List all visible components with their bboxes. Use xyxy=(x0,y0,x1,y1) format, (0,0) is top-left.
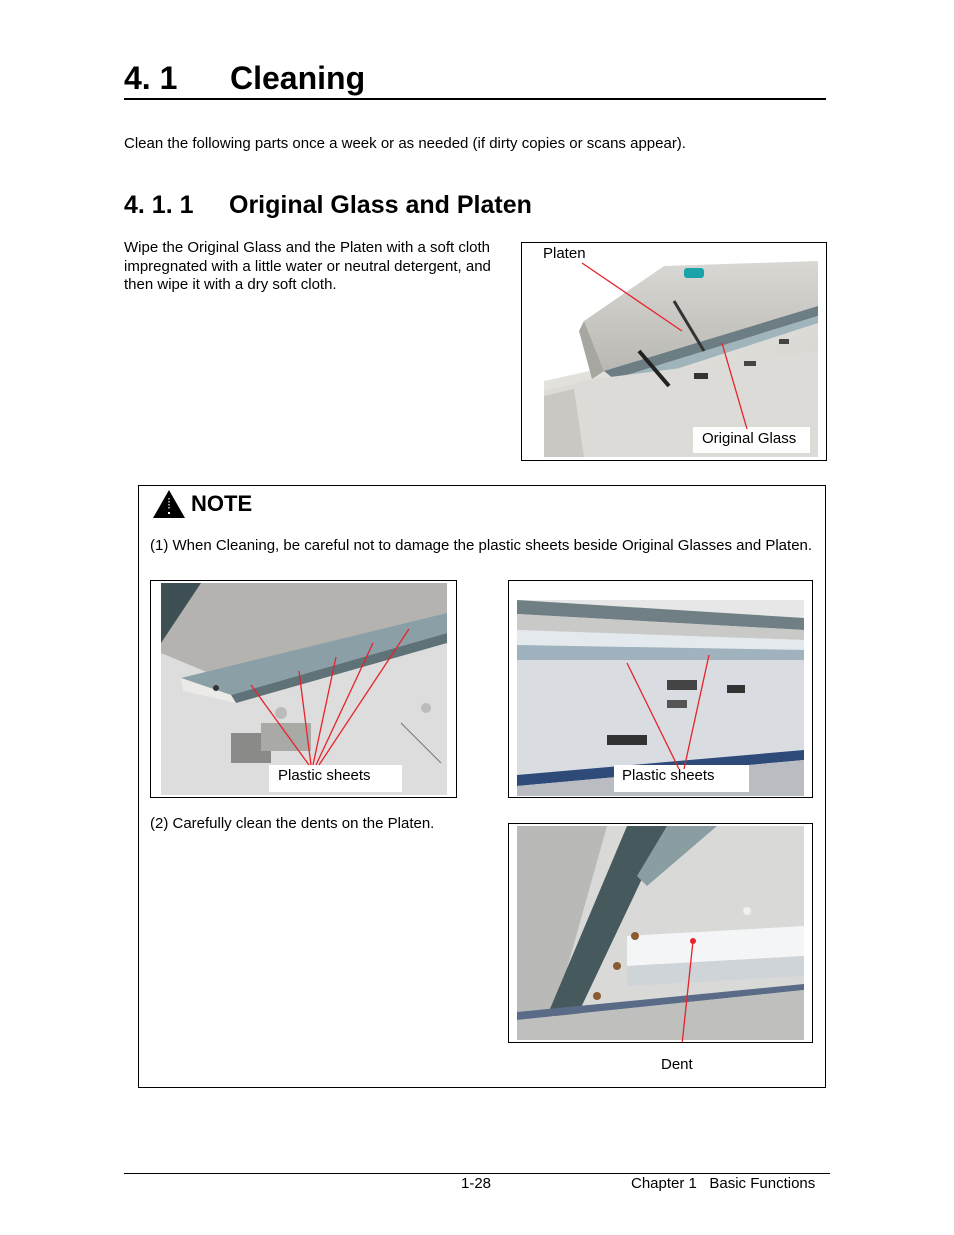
subsection-title: Original Glass and Platen xyxy=(229,191,532,219)
label-plastic-sheets-left: Plastic sheets xyxy=(269,765,402,792)
subsection-number: 4. 1. 1 xyxy=(124,191,194,219)
note-item-1: (1) When Cleaning, be careful not to damage the plastic sheets beside Original Glasses and Platen. xyxy=(150,537,813,554)
heading-rule xyxy=(124,98,826,100)
intro-text: Clean the following parts once a week or as needed (if dirty copies or scans appear). xyxy=(124,135,686,152)
callout-lines-right xyxy=(509,581,812,797)
figure-platen-glass xyxy=(521,242,827,461)
subsection-heading xyxy=(124,190,532,220)
label-platen: Platen xyxy=(543,245,586,262)
footer-rule xyxy=(124,1173,830,1174)
label-original-glass: Original Glass xyxy=(693,427,810,453)
section-heading xyxy=(124,58,365,98)
page-number: 1-28 xyxy=(461,1175,492,1192)
figure-plastic-sheets-left xyxy=(150,580,457,798)
chapter-label: Chapter 1 Basic Functions xyxy=(631,1175,816,1192)
warning-icon xyxy=(152,489,186,519)
note-box xyxy=(138,485,826,1088)
label-plastic-sheets-right: Plastic sheets xyxy=(614,765,749,792)
section-title: Cleaning xyxy=(230,60,366,96)
label-dent: Dent xyxy=(661,1056,693,1073)
instruction-text: Wipe the Original Glass and the Platen with a soft cloth impregnated with a little water or neutral detergent, and then wipe it with a dry soft cloth. xyxy=(124,239,491,293)
note-title: NOTE xyxy=(191,491,253,516)
section-number: 4. 1 xyxy=(124,60,178,96)
figure-dent xyxy=(508,823,813,1043)
callout-lines-fig1 xyxy=(522,243,826,460)
callout-line-dent xyxy=(509,824,812,1042)
note-item-2: (2) Carefully clean the dents on the Platen. xyxy=(150,815,435,832)
callout-lines-left xyxy=(151,581,456,797)
figure-plastic-sheets-right xyxy=(508,580,813,798)
